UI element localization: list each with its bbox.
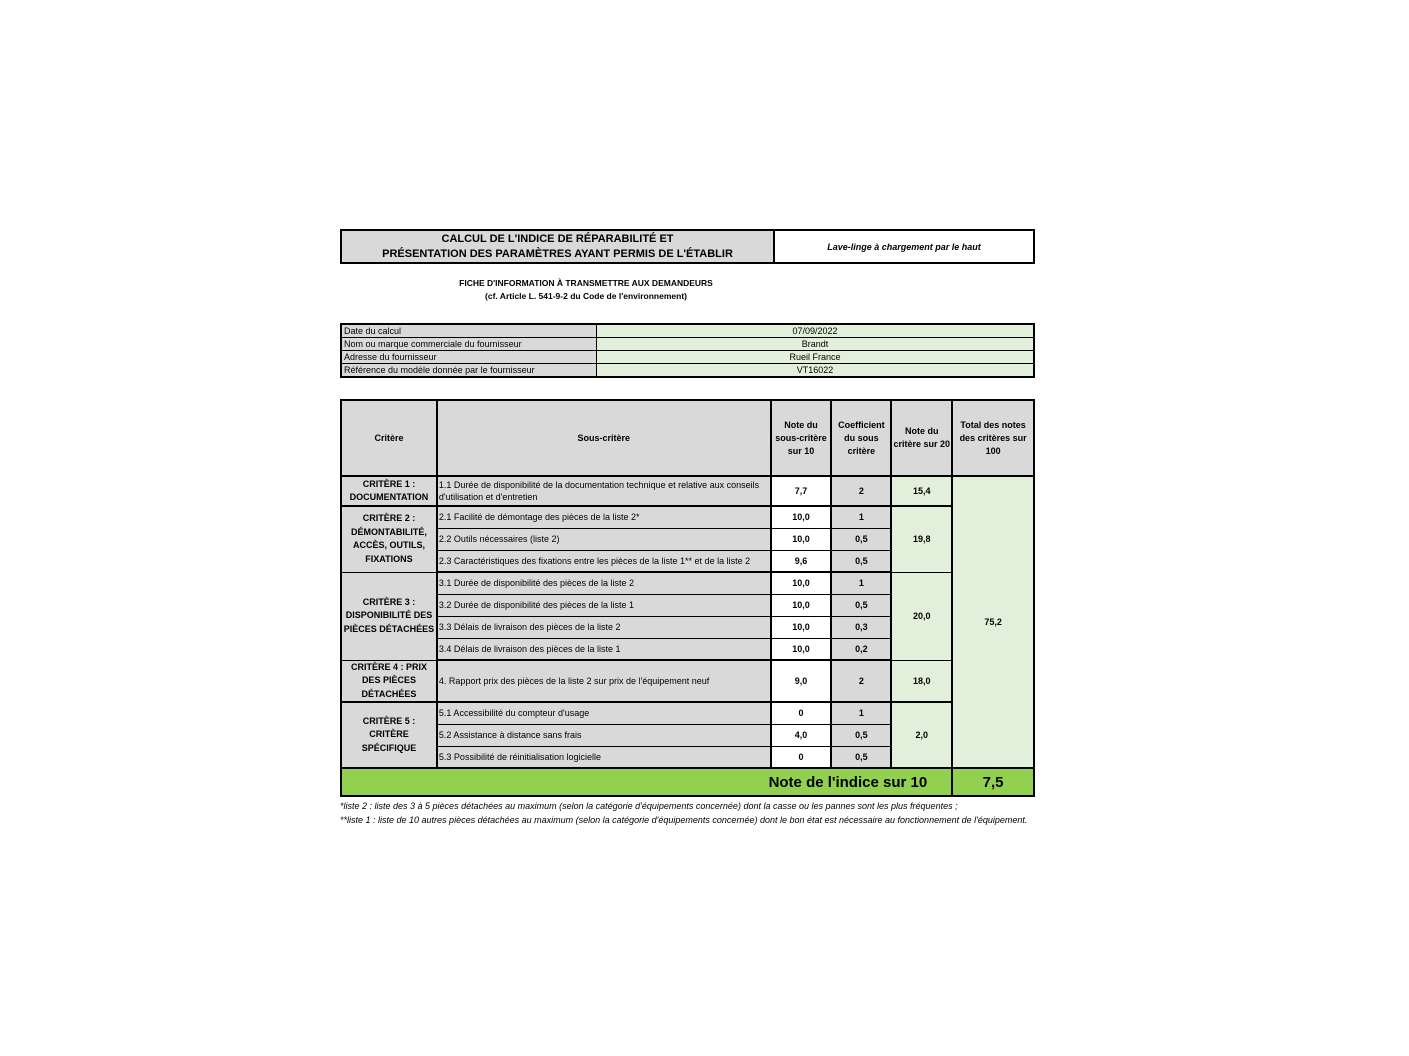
fiche-line1: FICHE D'INFORMATION À TRANSMETTRE AUX DEMANDEURS [459,278,713,288]
criterion-note: 19,8 [891,506,952,572]
sub-criterion: 3.3 Délais de livraison des pièces de la liste 2 [437,616,771,638]
sub-coefficient: 0,3 [831,616,891,638]
sub-coefficient: 2 [831,476,891,506]
footnotes [340,800,1035,827]
sub-note: 10,0 [771,616,832,638]
info-row [341,351,1034,364]
sub-criterion: 2.1 Facilité de démontage des pièces de la liste 2* [437,506,771,528]
fiche-subtitle [340,277,832,303]
sub-note: 10,0 [771,572,832,594]
table-row [341,702,1034,724]
sub-note: 4,0 [771,724,832,746]
info-label: Adresse du fournisseur [341,351,597,364]
sub-criterion: 2.2 Outils nécessaires (liste 2) [437,528,771,550]
final-score-value: 7,5 [952,768,1034,796]
criterion-note: 2,0 [891,702,952,768]
footnote-liste1: **liste 1 : liste de 10 autres pièces détachées au maximum (selon la catégorie d'équipements concernée) dont le bon état est nécessaire au fonctionnement de l'équipement. [340,814,1028,825]
supplier-info-table [340,323,1035,378]
info-row [341,364,1034,378]
sub-criterion: 1.1 Durée de disponibilité de la documentation technique et relative aux conseils d'utilisation et d'entretien [437,476,771,506]
criteria-header-row [341,400,1034,476]
col-note-critere: Note du critère sur 20 [891,400,952,476]
info-label: Nom ou marque commerciale du fournisseur [341,338,597,351]
table-row [341,506,1034,528]
info-row [341,338,1034,351]
repairability-sheet [340,229,1035,827]
sub-criterion: 2.3 Caractéristiques des fixations entre les pièces de la liste 1** et de la liste 2 [437,550,771,572]
criterion-label: CRITÈRE 4 : PRIX DES PIÈCES DÉTACHÉES [341,660,437,702]
sub-criterion: 5.1 Accessibilité du compteur d'usage [437,702,771,724]
info-label: Référence du modèle donnée par le fournisseur [341,364,597,378]
col-critere: Critère [341,400,437,476]
sub-coefficient: 1 [831,572,891,594]
sub-note: 0 [771,746,832,768]
sub-note: 7,7 [771,476,832,506]
sub-coefficient: 0,2 [831,638,891,660]
criterion-label: CRITÈRE 2 : DÉMONTABILITÉ, ACCÈS, OUTILS, FIXATIONS [341,506,437,572]
product-type: Lave-linge à chargement par le haut [827,241,981,252]
criterion-label: CRITÈRE 5 : CRITÈRE SPÉCIFIQUE [341,702,437,768]
info-value: 07/09/2022 [597,324,1035,338]
info-value: Brandt [597,338,1035,351]
sub-coefficient: 0,5 [831,550,891,572]
sub-coefficient: 0,5 [831,746,891,768]
sub-note: 10,0 [771,638,832,660]
final-score-label: Note de l'indice sur 10 [341,768,952,796]
col-coefficient: Coefficient du sous critère [831,400,891,476]
sub-coefficient: 2 [831,660,891,702]
sheet-title-line2: PRÉSENTATION DES PARAMÈTRES AYANT PERMIS DE L'ÉTABLIR [382,247,733,260]
sub-criterion: 5.2 Assistance à distance sans frais [437,724,771,746]
sub-coefficient: 0,5 [831,724,891,746]
criterion-label: CRITÈRE 1 : DOCUMENTATION [341,476,437,506]
sheet-header [340,229,1035,264]
sub-note: 0 [771,702,832,724]
criteria-table [340,399,1035,797]
sub-coefficient: 1 [831,506,891,528]
sheet-title-line1: CALCUL DE L'INDICE DE RÉPARABILITÉ ET [441,232,674,245]
final-score-row [341,768,1034,796]
info-value: VT16022 [597,364,1035,378]
sub-criterion: 3.4 Délais de livraison des pièces de la liste 1 [437,638,771,660]
total-score: 75,2 [952,476,1034,768]
info-label: Date du calcul [341,324,597,338]
table-row [341,572,1034,594]
sub-coefficient: 1 [831,702,891,724]
criterion-note: 18,0 [891,660,952,702]
sub-criterion: 4. Rapport prix des pièces de la liste 2 sur prix de l'équipement neuf [437,660,771,702]
footnote-liste2: *liste 2 : liste des 3 à 5 pièces détachées au maximum (selon la catégorie d'équipements concernée) dont la casse ou les pannes sont les plus fréquentes ; [340,801,958,811]
fiche-line2: (cf. Article L. 541-9-2 du Code de l'environnement) [485,291,687,301]
sub-note: 10,0 [771,594,832,616]
criterion-note: 20,0 [891,572,952,660]
table-row [341,476,1034,506]
sub-note: 9,0 [771,660,832,702]
info-value: Rueil France [597,351,1035,364]
col-note-sous-critere: Note du sous-critère sur 10 [771,400,832,476]
sub-coefficient: 0,5 [831,528,891,550]
sub-criterion: 3.2 Durée de disponibilité des pièces de la liste 1 [437,594,771,616]
sub-coefficient: 0,5 [831,594,891,616]
col-total: Total des notes des critères sur 100 [952,400,1034,476]
col-sous-critere: Sous-critère [437,400,771,476]
criterion-label: CRITÈRE 3 : DISPONIBILITÉ DES PIÈCES DÉTACHÉES [341,572,437,660]
sub-note: 10,0 [771,528,832,550]
criterion-note: 15,4 [891,476,952,506]
sub-note: 10,0 [771,506,832,528]
table-row [341,660,1034,702]
sub-criterion: 3.1 Durée de disponibilité des pièces de la liste 2 [437,572,771,594]
sheet-title [342,231,775,262]
sub-criterion: 5.3 Possibilité de réinitialisation logicielle [437,746,771,768]
sub-note: 9,6 [771,550,832,572]
info-row [341,324,1034,338]
